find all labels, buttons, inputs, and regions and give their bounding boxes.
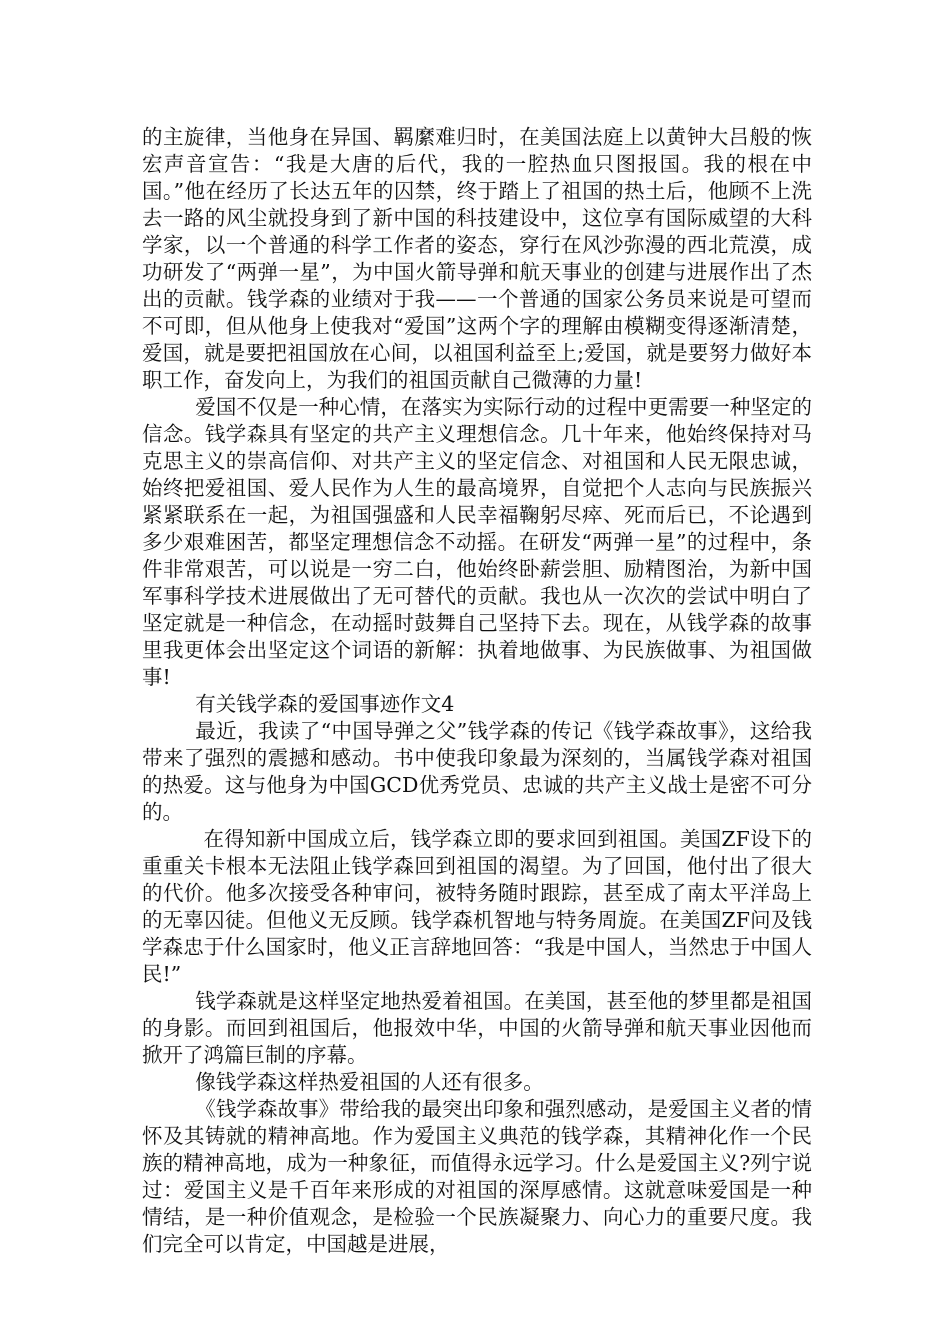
body-paragraph-4: 在得知新中国成立后，钱学森立即的要求回到祖国。美国ZF设下的重重关卡根本无法阻止钱学森回到祖国的渴望。为了回国，他付出了很大的代价。他多次接受各种审问，被特务随时跟踪，甚至成了南太平洋岛上的无辜囚徒。但他义无反顾。钱学森机智地与特务周旋。在美国ZF问及钱学森忠于什么国家时，他义正言辞地回答：“我是中国人，当然忠于中国人民!” [142, 827, 812, 986]
body-paragraph-5: 钱学森就是这样坚定地热爱着祖国。在美国，甚至他的梦里都是祖国的身影。而回到祖国后，他报效中华，中国的火箭导弹和航天事业因他而掀开了鸿篇巨制的序幕。 [142, 989, 812, 1067]
document-page [142, 124, 812, 1258]
section-heading: 有关钱学森的爱国事迹作文4 [195, 692, 455, 716]
body-paragraph-2: 爱国不仅是一种心情，在落实为实际行动的过程中更需要一种坚定的信念。钱学森具有坚定的共产主义理想信念。几十年来，他始终保持对马克思主义的崇高信仰、对共产主义的坚定信念、对祖国和人民无限忠诚，始终把爱祖国、爱人民作为人生的最高境界，自觉把个人志向与民族振兴紧紧联系在一起，为祖国强盛和人民幸福鞠躬尽瘁、死而后已，不论遇到多少艰难困苦，都坚定理想信念不动摇。在研发“两弹一星”的过程中，条件非常艰苦，可以说是一穷二白，他始终卧薪尝胆、励精图治，为新中国军事科学技术进展做出了无可替代的贡献。我也从一次次的尝试中明白了坚定就是一种信念，在动摇时鼓舞自己坚持下去。现在，从钱学森的故事里我更体会出坚定这个词语的新解：执着地做事、为民族做事、为祖国做事! [142, 395, 812, 689]
body-paragraph-7: 《钱学森故事》带给我的最突出印象和强烈感动，是爱国主义者的情怀及其铸就的精神高地。作为爱国主义典范的钱学森，其精神化作一个民族的精神高地，成为一种象征，而值得永远学习。什么是爱国主义?列宁说过：爱国主义是千百年来形成的对祖国的深厚感情。这就意味爱国是一种情结，是一种价值观念，是检验一个民族凝聚力、向心力的重要尺度。我们完全可以肯定，中国越是进展， [142, 1097, 812, 1256]
body-paragraph-3: 最近，我读了“中国导弹之父”钱学森的传记《钱学森故事》，这给我带来了强烈的震撼和感动。书中使我印象最为深刻的，当属钱学森对祖国的热爱。这与他身为中国GCD优秀党员、忠诚的共产主义战士是密不可分的。 [142, 719, 812, 824]
body-paragraph-6: 像钱学森这样热爱祖国的人还有很多。 [195, 1070, 544, 1094]
body-paragraph-1: 的主旋律，当他身在异国、羁縻难归时，在美国法庭上以黄钟大吕般的恢宏声音宣告：“我是大唐的后代，我的一腔热血只图报国。我的根在中国。”他在经历了长达五年的囚禁，终于踏上了祖国的热土后，他顾不上洗去一路的风尘就投身到了新中国的科技建设中，这位享有国际威望的大科学家，以一个普通的科学工作者的姿态，穿行在风沙弥漫的西北荒漠，成功研发了“两弹一星”，为中国火箭导弹和航天事业的创建与进展作出了杰出的贡献。钱学森的业绩对于我——一个普通的国家公务员来说是可望而不可即，但从他身上使我对“爱国”这两个字的理解由模糊变得逐渐清楚，爱国，就是要把祖国放在心间，以祖国利益至上;爱国，就是要努力做好本职工作，奋发向上，为我们的祖国贡献自己微薄的力量! [142, 125, 812, 392]
